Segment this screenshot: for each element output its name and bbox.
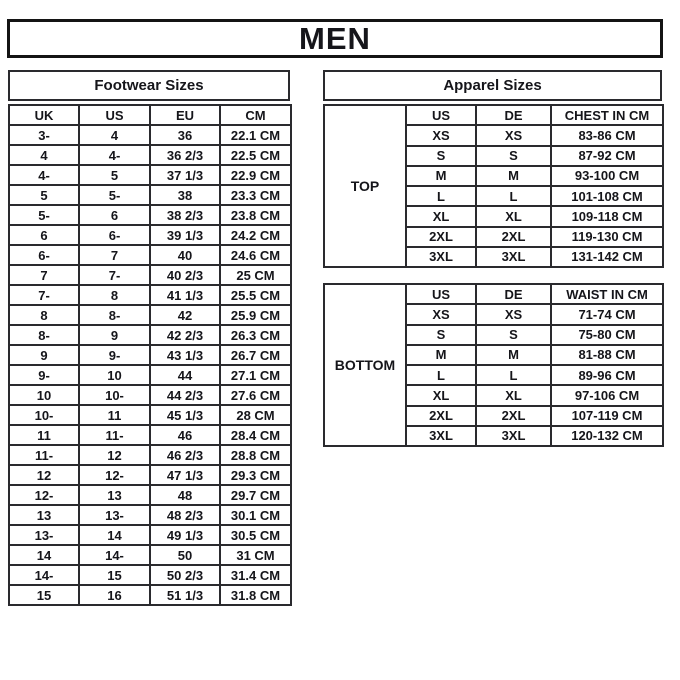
footwear-cell-cm: 24.6 CM bbox=[220, 245, 291, 265]
footwear-row bbox=[9, 405, 291, 425]
apparel-top-cell-de: L bbox=[476, 186, 551, 206]
footwear-header-uk: UK bbox=[9, 105, 79, 125]
footwear-cell-uk: 9- bbox=[9, 365, 79, 385]
footwear-cell-uk: 7 bbox=[9, 265, 79, 285]
footwear-cell-cm: 31.8 CM bbox=[220, 585, 291, 605]
apparel-top-cell-chest: 119-130 CM bbox=[551, 227, 663, 247]
footwear-row bbox=[9, 185, 291, 205]
footwear-cell-us: 7- bbox=[79, 265, 150, 285]
apparel-bottom-cell-de: S bbox=[476, 325, 551, 345]
footwear-cell-uk: 5- bbox=[9, 205, 79, 225]
apparel-top-cell-chest: 101-108 CM bbox=[551, 186, 663, 206]
footwear-cell-us: 14 bbox=[79, 525, 150, 545]
apparel-bottom-cell-de: M bbox=[476, 345, 551, 365]
footwear-cell-uk: 10- bbox=[9, 405, 79, 425]
apparel-sizes-title-box bbox=[323, 70, 662, 101]
footwear-cell-cm: 29.3 CM bbox=[220, 465, 291, 485]
footwear-cell-uk: 13 bbox=[9, 505, 79, 525]
apparel-top-cell-de: XS bbox=[476, 125, 551, 145]
footwear-cell-eu: 42 2/3 bbox=[150, 325, 220, 345]
apparel-bottom-cell-de: XS bbox=[476, 304, 551, 324]
apparel-top-cell-chest: 87-92 CM bbox=[551, 146, 663, 166]
footwear-cell-uk: 3- bbox=[9, 125, 79, 145]
footwear-row bbox=[9, 505, 291, 525]
footwear-cell-cm: 31 CM bbox=[220, 545, 291, 565]
apparel-sizes-title: Apparel Sizes bbox=[443, 77, 542, 94]
footwear-cell-uk: 8- bbox=[9, 325, 79, 345]
apparel-bottom-cell-waist: 120-132 CM bbox=[551, 426, 663, 446]
footwear-cell-us: 6 bbox=[79, 205, 150, 225]
footwear-cell-cm: 26.3 CM bbox=[220, 325, 291, 345]
footwear-cell-uk: 12- bbox=[9, 485, 79, 505]
footwear-header-us: US bbox=[79, 105, 150, 125]
apparel-top-header-us: US bbox=[406, 105, 476, 125]
footwear-cell-uk: 13- bbox=[9, 525, 79, 545]
footwear-row bbox=[9, 465, 291, 485]
footwear-row bbox=[9, 125, 291, 145]
footwear-row bbox=[9, 225, 291, 245]
footwear-cell-uk: 4 bbox=[9, 145, 79, 165]
footwear-cell-eu: 38 2/3 bbox=[150, 205, 220, 225]
apparel-top-header-row bbox=[324, 105, 663, 125]
apparel-top-cell-chest: 131-142 CM bbox=[551, 247, 663, 267]
apparel-top-cell-chest: 83-86 CM bbox=[551, 125, 663, 145]
footwear-cell-eu: 38 bbox=[150, 185, 220, 205]
footwear-cell-uk: 12 bbox=[9, 465, 79, 485]
apparel-top-cell-de: M bbox=[476, 166, 551, 186]
footwear-row bbox=[9, 445, 291, 465]
footwear-cell-us: 5- bbox=[79, 185, 150, 205]
footwear-cell-uk: 6- bbox=[9, 245, 79, 265]
apparel-top-header-de: DE bbox=[476, 105, 551, 125]
footwear-cell-us: 5 bbox=[79, 165, 150, 185]
footwear-row bbox=[9, 305, 291, 325]
footwear-cell-cm: 30.5 CM bbox=[220, 525, 291, 545]
footwear-cell-uk: 9 bbox=[9, 345, 79, 365]
footwear-cell-uk: 5 bbox=[9, 185, 79, 205]
footwear-cell-cm: 25 CM bbox=[220, 265, 291, 285]
footwear-row bbox=[9, 385, 291, 405]
footwear-cell-cm: 25.9 CM bbox=[220, 305, 291, 325]
footwear-row bbox=[9, 145, 291, 165]
footwear-row bbox=[9, 425, 291, 445]
footwear-cell-cm: 25.5 CM bbox=[220, 285, 291, 305]
apparel-top-cell-de: 2XL bbox=[476, 227, 551, 247]
apparel-bottom-cell-de: XL bbox=[476, 385, 551, 405]
footwear-cell-eu: 49 1/3 bbox=[150, 525, 220, 545]
footwear-cell-eu: 41 1/3 bbox=[150, 285, 220, 305]
footwear-cell-us: 12- bbox=[79, 465, 150, 485]
footwear-cell-eu: 44 bbox=[150, 365, 220, 385]
footwear-cell-cm: 23.3 CM bbox=[220, 185, 291, 205]
apparel-top-cell-de: XL bbox=[476, 206, 551, 226]
apparel-top-table bbox=[323, 104, 664, 268]
footwear-row bbox=[9, 265, 291, 285]
footwear-cell-us: 13- bbox=[79, 505, 150, 525]
footwear-cell-eu: 40 2/3 bbox=[150, 265, 220, 285]
apparel-bottom-table bbox=[323, 283, 664, 447]
footwear-row bbox=[9, 285, 291, 305]
apparel-bottom-header-waist: WAIST IN CM bbox=[551, 284, 663, 304]
footwear-cell-cm: 23.8 CM bbox=[220, 205, 291, 225]
footwear-cell-cm: 22.5 CM bbox=[220, 145, 291, 165]
footwear-header-cm: CM bbox=[220, 105, 291, 125]
apparel-top-cell-de: S bbox=[476, 146, 551, 166]
apparel-bottom-cell-waist: 89-96 CM bbox=[551, 365, 663, 385]
footwear-sizes-title: Footwear Sizes bbox=[94, 77, 204, 94]
footwear-cell-cm: 24.2 CM bbox=[220, 225, 291, 245]
footwear-cell-eu: 39 1/3 bbox=[150, 225, 220, 245]
footwear-cell-cm: 22.1 CM bbox=[220, 125, 291, 145]
footwear-cell-eu: 47 1/3 bbox=[150, 465, 220, 485]
footwear-cell-cm: 27.1 CM bbox=[220, 365, 291, 385]
apparel-bottom-cell-us: 2XL bbox=[406, 406, 476, 426]
footwear-cell-eu: 46 2/3 bbox=[150, 445, 220, 465]
footwear-row bbox=[9, 585, 291, 605]
apparel-top-cell-us: S bbox=[406, 146, 476, 166]
footwear-cell-eu: 37 1/3 bbox=[150, 165, 220, 185]
apparel-top-cell-us: L bbox=[406, 186, 476, 206]
footwear-cell-cm: 26.7 CM bbox=[220, 345, 291, 365]
footwear-row bbox=[9, 325, 291, 345]
apparel-bottom-cell-us: XS bbox=[406, 304, 476, 324]
footwear-cell-cm: 31.4 CM bbox=[220, 565, 291, 585]
footwear-cell-eu: 50 bbox=[150, 545, 220, 565]
footwear-cell-us: 11- bbox=[79, 425, 150, 445]
apparel-top-cell-chest: 93-100 CM bbox=[551, 166, 663, 186]
footwear-cell-eu: 46 bbox=[150, 425, 220, 445]
footwear-row bbox=[9, 165, 291, 185]
footwear-row bbox=[9, 365, 291, 385]
apparel-top-cell-us: 2XL bbox=[406, 227, 476, 247]
apparel-bottom-cell-us: M bbox=[406, 345, 476, 365]
footwear-cell-uk: 14 bbox=[9, 545, 79, 565]
footwear-cell-us: 10 bbox=[79, 365, 150, 385]
footwear-cell-cm: 27.6 CM bbox=[220, 385, 291, 405]
footwear-cell-uk: 7- bbox=[9, 285, 79, 305]
footwear-header-row bbox=[9, 105, 291, 125]
footwear-cell-cm: 30.1 CM bbox=[220, 505, 291, 525]
footwear-cell-us: 14- bbox=[79, 545, 150, 565]
apparel-bottom-cell-waist: 75-80 CM bbox=[551, 325, 663, 345]
footwear-cell-cm: 29.7 CM bbox=[220, 485, 291, 505]
page-title: MEN bbox=[299, 20, 371, 56]
footwear-row bbox=[9, 545, 291, 565]
footwear-cell-uk: 6 bbox=[9, 225, 79, 245]
apparel-bottom-cell-waist: 97-106 CM bbox=[551, 385, 663, 405]
footwear-cell-cm: 22.9 CM bbox=[220, 165, 291, 185]
footwear-sizes-title-box bbox=[8, 70, 290, 101]
footwear-row bbox=[9, 245, 291, 265]
footwear-cell-eu: 42 bbox=[150, 305, 220, 325]
apparel-bottom-cell-waist: 81-88 CM bbox=[551, 345, 663, 365]
footwear-cell-us: 4- bbox=[79, 145, 150, 165]
footwear-cell-eu: 51 1/3 bbox=[150, 585, 220, 605]
footwear-sizes-table bbox=[8, 104, 292, 606]
apparel-top-cell-us: XS bbox=[406, 125, 476, 145]
top-label-cell: TOP bbox=[324, 105, 406, 267]
apparel-bottom-cell-de: 2XL bbox=[476, 406, 551, 426]
footwear-cell-us: 16 bbox=[79, 585, 150, 605]
apparel-top-cell-us: XL bbox=[406, 206, 476, 226]
page-title-box bbox=[7, 19, 663, 58]
footwear-row bbox=[9, 565, 291, 585]
footwear-cell-eu: 48 bbox=[150, 485, 220, 505]
footwear-cell-eu: 44 2/3 bbox=[150, 385, 220, 405]
footwear-cell-us: 12 bbox=[79, 445, 150, 465]
footwear-cell-uk: 11- bbox=[9, 445, 79, 465]
footwear-row bbox=[9, 345, 291, 365]
apparel-bottom-cell-us: S bbox=[406, 325, 476, 345]
footwear-row bbox=[9, 205, 291, 225]
footwear-row bbox=[9, 525, 291, 545]
apparel-bottom-header-de: DE bbox=[476, 284, 551, 304]
footwear-cell-us: 7 bbox=[79, 245, 150, 265]
apparel-bottom-cell-us: 3XL bbox=[406, 426, 476, 446]
footwear-header-eu: EU bbox=[150, 105, 220, 125]
apparel-bottom-cell-us: L bbox=[406, 365, 476, 385]
footwear-cell-eu: 40 bbox=[150, 245, 220, 265]
footwear-cell-us: 10- bbox=[79, 385, 150, 405]
footwear-cell-eu: 48 2/3 bbox=[150, 505, 220, 525]
apparel-bottom-cell-de: L bbox=[476, 365, 551, 385]
apparel-bottom-cell-de: 3XL bbox=[476, 426, 551, 446]
footwear-cell-uk: 8 bbox=[9, 305, 79, 325]
footwear-cell-us: 11 bbox=[79, 405, 150, 425]
footwear-cell-us: 6- bbox=[79, 225, 150, 245]
apparel-bottom-header-us: US bbox=[406, 284, 476, 304]
footwear-cell-eu: 43 1/3 bbox=[150, 345, 220, 365]
footwear-cell-eu: 50 2/3 bbox=[150, 565, 220, 585]
footwear-cell-uk: 4- bbox=[9, 165, 79, 185]
footwear-cell-uk: 11 bbox=[9, 425, 79, 445]
footwear-cell-us: 15 bbox=[79, 565, 150, 585]
footwear-cell-eu: 36 bbox=[150, 125, 220, 145]
footwear-cell-us: 8- bbox=[79, 305, 150, 325]
apparel-bottom-cell-waist: 107-119 CM bbox=[551, 406, 663, 426]
footwear-cell-uk: 10 bbox=[9, 385, 79, 405]
footwear-cell-us: 9- bbox=[79, 345, 150, 365]
apparel-top-header-chest: CHEST IN CM bbox=[551, 105, 663, 125]
footwear-cell-cm: 28.4 CM bbox=[220, 425, 291, 445]
footwear-cell-us: 13 bbox=[79, 485, 150, 505]
footwear-cell-cm: 28.8 CM bbox=[220, 445, 291, 465]
footwear-cell-cm: 28 CM bbox=[220, 405, 291, 425]
footwear-cell-us: 4 bbox=[79, 125, 150, 145]
footwear-cell-uk: 14- bbox=[9, 565, 79, 585]
apparel-top-cell-us: 3XL bbox=[406, 247, 476, 267]
footwear-row bbox=[9, 485, 291, 505]
footwear-cell-eu: 45 1/3 bbox=[150, 405, 220, 425]
apparel-bottom-cell-waist: 71-74 CM bbox=[551, 304, 663, 324]
apparel-top-cell-us: M bbox=[406, 166, 476, 186]
footwear-cell-uk: 15 bbox=[9, 585, 79, 605]
apparel-top-cell-de: 3XL bbox=[476, 247, 551, 267]
apparel-bottom-cell-us: XL bbox=[406, 385, 476, 405]
apparel-top-cell-chest: 109-118 CM bbox=[551, 206, 663, 226]
footwear-cell-eu: 36 2/3 bbox=[150, 145, 220, 165]
apparel-bottom-header-row bbox=[324, 284, 663, 304]
bottom-label-cell: BOTTOM bbox=[324, 284, 406, 446]
footwear-cell-us: 9 bbox=[79, 325, 150, 345]
footwear-cell-us: 8 bbox=[79, 285, 150, 305]
